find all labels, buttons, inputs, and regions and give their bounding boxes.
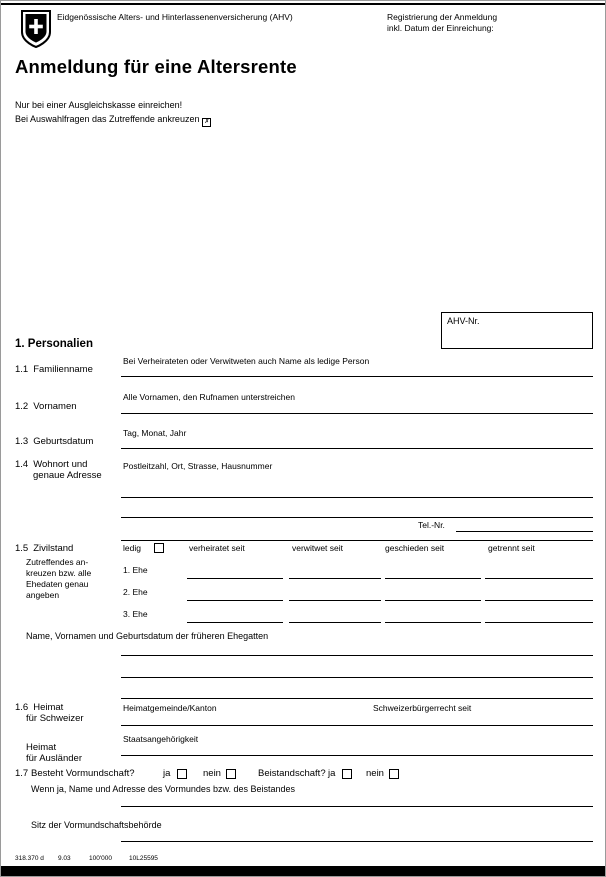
registration-note-line2: inkl. Datum der Einreichung:: [387, 23, 494, 33]
label-ehe-2: 2. Ehe: [123, 587, 148, 597]
field-label: Heimat: [33, 702, 64, 713]
field-number-vormundschaft: 1.7: [15, 768, 29, 779]
write-line-ehe3-verheiratet[interactable]: [187, 622, 283, 623]
write-line-adresse-3[interactable]: [121, 540, 593, 541]
note-submit: Nur bei einer Ausgleichskasse einreichen!: [15, 100, 183, 110]
section-heading-personalien: 1. Personalien: [15, 338, 93, 350]
write-line-former-spouses-2[interactable]: [121, 677, 593, 678]
write-line-ehe2-geschieden[interactable]: [385, 600, 481, 601]
write-line-sitz-behoerde[interactable]: [121, 841, 593, 842]
label-beistandschaft-nein: nein: [366, 768, 384, 779]
checkbox-beistandschaft-ja[interactable]: [342, 769, 352, 779]
column-verheiratet-seit: verheiratet seit: [189, 543, 245, 553]
label-zivilstand: [15, 544, 73, 555]
question-vormundschaft: Besteht Vormundschaft?: [31, 768, 135, 779]
write-line-tel-nr[interactable]: [456, 531, 593, 532]
field-number: 1.3: [15, 436, 29, 447]
note-check-text: Bei Auswahlfragen das Zutreffende ankreuzen: [15, 114, 200, 124]
helper-familienname: Bei Verheirateten oder Verwitweten auch Name als ledige Person: [123, 356, 370, 366]
checkbox-example-icon: ✗: [204, 119, 210, 125]
form-code-version: 9.03: [58, 855, 71, 862]
column-getrennt-seit: getrennt seit: [488, 543, 535, 553]
ahv-number-label: AHV-Nr.: [447, 316, 480, 326]
write-line-former-spouses-1[interactable]: [121, 655, 593, 656]
label-fuer-auslaender: für Ausländer: [26, 753, 82, 764]
org-name: Eidgenössische Alters- und Hinterlassenenversicherung (AHV): [57, 12, 293, 22]
field-number: 1.2: [15, 401, 29, 412]
checkbox-vormundschaft-ja[interactable]: [177, 769, 187, 779]
ahv-number-box[interactable]: [441, 312, 593, 349]
write-line-adresse-2[interactable]: [121, 517, 593, 518]
label-fuer-schweizer: für Schweizer: [26, 713, 84, 724]
form-code-print-run: 100'000: [89, 855, 112, 862]
field-label: Geburtsdatum: [33, 436, 94, 447]
write-line-ehe2-getrennt[interactable]: [485, 600, 593, 601]
zivilstand-note-2: kreuzen bzw. alle: [26, 568, 92, 578]
field-label: Vornamen: [33, 401, 77, 412]
registration-note-line1: Registrierung der Anmeldung: [387, 12, 498, 22]
bottom-rule: [1, 866, 606, 877]
checkbox-beistandschaft-nein[interactable]: [389, 769, 399, 779]
helper-schweizerbuergerrecht: Schweizerbürgerrecht seit: [373, 703, 472, 713]
write-line-ehe1-getrennt[interactable]: [485, 578, 593, 579]
form-code-batch: 10L25595: [129, 855, 158, 862]
helper-staatsangehoerigkeit: Staatsangehörigkeit: [123, 734, 199, 744]
write-line-ehe2-verheiratet[interactable]: [187, 600, 283, 601]
form-code-number: 318.370 d: [15, 855, 44, 862]
zivilstand-note-4: angeben: [26, 590, 60, 600]
helper-adresse: Postleitzahl, Ort, Strasse, Hausnummer: [123, 461, 273, 471]
field-label: Familienname: [33, 364, 93, 375]
checkbox-vormundschaft-nein[interactable]: [226, 769, 236, 779]
field-number: 1.5: [15, 543, 29, 554]
label-tel-nr: Tel.-Nr.: [418, 520, 445, 530]
write-line-former-spouses-3[interactable]: [121, 698, 593, 699]
write-line-heimatgemeinde[interactable]: [121, 725, 593, 726]
field-number: 1.4: [15, 459, 29, 470]
write-line-familienname[interactable]: [121, 376, 593, 377]
label-vornamen: [15, 402, 77, 413]
write-line-ehe1-geschieden[interactable]: [385, 578, 481, 579]
label-ehe-3: 3. Ehe: [123, 609, 148, 619]
write-line-geburtsdatum[interactable]: [121, 448, 593, 449]
write-line-ehe3-geschieden[interactable]: [385, 622, 481, 623]
note-check: [15, 114, 211, 127]
field-number: 1.1: [15, 364, 29, 375]
write-line-staatsangehoerigkeit[interactable]: [121, 755, 593, 756]
field-label: Zivilstand: [33, 543, 74, 554]
label-ledig: ledig: [123, 543, 141, 553]
field-label: Wohnort und: [33, 459, 88, 470]
write-line-ehe1-verwitwet[interactable]: [289, 578, 381, 579]
write-line-vornamen[interactable]: [121, 413, 593, 414]
label-ehe-1: 1. Ehe: [123, 565, 148, 575]
label-vormundschaft-ja: ja: [163, 768, 171, 779]
question-beistandschaft: Beistandschaft?: [258, 768, 326, 779]
write-line-ehe3-getrennt[interactable]: [485, 622, 593, 623]
helper-vornamen: Alle Vornamen, den Rufnamen unterstreichen: [123, 392, 295, 402]
label-beistandschaft-ja: ja: [328, 768, 336, 779]
form-title: Anmeldung für eine Altersrente: [15, 56, 297, 77]
write-line-ehe1-verheiratet[interactable]: [187, 578, 283, 579]
label-geburtsdatum: [15, 437, 93, 448]
helper-heimatgemeinde: Heimatgemeinde/Kanton: [123, 703, 217, 713]
helper-geburtsdatum: Tag, Monat, Jahr: [123, 428, 187, 438]
write-line-ehe2-verwitwet[interactable]: [289, 600, 381, 601]
label-heimat-2: Heimat: [26, 742, 57, 753]
write-line-adresse-1[interactable]: [121, 497, 593, 498]
zivilstand-note-3: Ehedaten genau: [26, 579, 89, 589]
label-familienname: [15, 365, 93, 376]
top-rule: [1, 3, 606, 5]
swiss-coat-of-arms-icon: [19, 9, 53, 49]
label-sitz-behoerde: Sitz der Vormundschaftsbehörde: [31, 820, 162, 830]
zivilstand-note-1: Zutreffendes an-: [26, 557, 89, 567]
label-former-spouses: Name, Vornamen und Geburtsdatum der früheren Ehegatten: [26, 631, 269, 641]
label-wenn-ja: Wenn ja, Name und Adresse des Vormundes bzw. des Beistandes: [31, 784, 295, 794]
write-line-ehe3-verwitwet[interactable]: [289, 622, 381, 623]
write-line-vormund-adresse[interactable]: [121, 806, 593, 807]
field-number: 1.6: [15, 702, 29, 713]
label-wohnort-line2: genaue Adresse: [33, 470, 102, 481]
checkbox-ledig[interactable]: [154, 543, 164, 553]
column-verwitwet-seit: verwitwet seit: [292, 543, 344, 553]
label-vormundschaft-nein: nein: [203, 768, 221, 779]
column-geschieden-seit: geschieden seit: [385, 543, 445, 553]
